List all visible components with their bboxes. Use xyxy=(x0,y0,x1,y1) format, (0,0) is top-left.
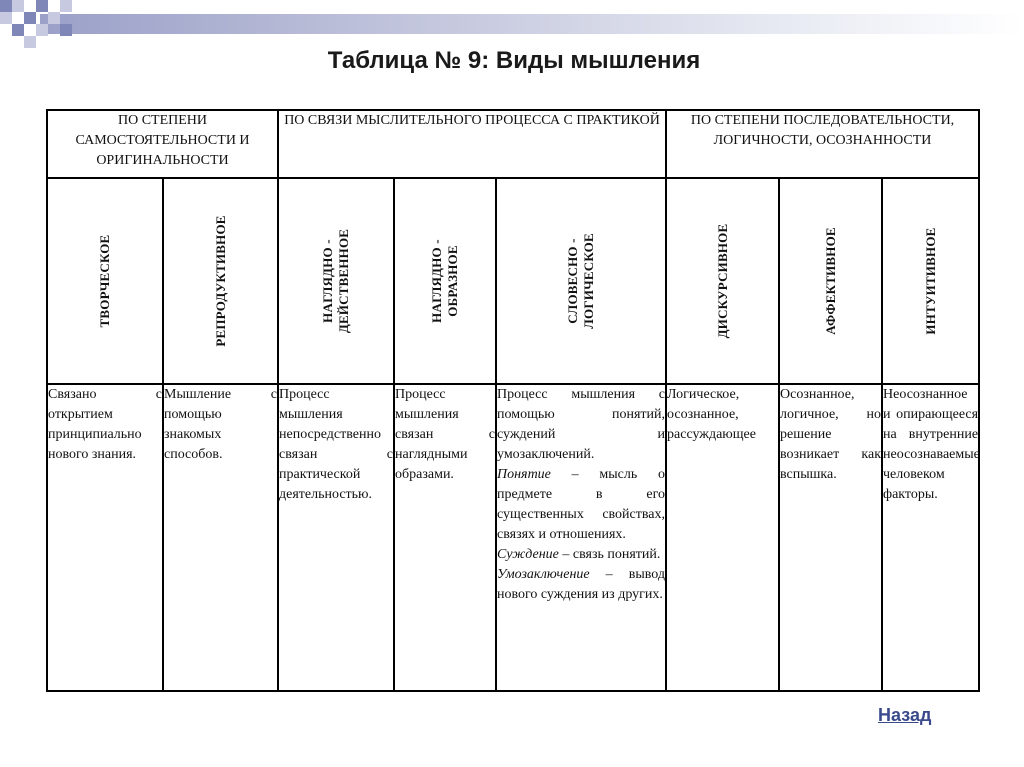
type-description: Осознанное, логичное, но решение возникает как вспышка. xyxy=(779,384,882,691)
group-header: ПО СВЯЗИ МЫСЛИТЕЛЬНОГО ПРОЦЕССА С ПРАКТИКОЙ xyxy=(278,110,666,178)
definition-text: – вывод нового суждения из других. xyxy=(497,567,666,602)
type-cell xyxy=(394,178,496,384)
type-cell xyxy=(496,178,666,384)
type-name: НАГЛЯДНО - ДЕЙСТВЕННОЕ xyxy=(320,228,351,334)
definition-term: Понятие xyxy=(497,467,551,482)
type-description: Процесс мышления связан с наглядными образами. xyxy=(394,384,496,691)
header-decoration xyxy=(0,0,1024,48)
type-name: НАГЛЯДНО - ОБРАЗНОЕ xyxy=(429,239,460,323)
definition-text: – связь понятий. xyxy=(558,547,661,562)
decor-square xyxy=(12,24,24,36)
decor-square xyxy=(60,0,72,12)
type-description: Мышление с помощью знакомых способов. xyxy=(163,384,278,691)
type-cell xyxy=(666,178,779,384)
type-cell xyxy=(779,178,882,384)
decor-square xyxy=(0,12,12,24)
type-description: Связано с открытием принципиально нового знания. xyxy=(47,384,163,691)
type-description: Логическое, осознанное, рассуждающее xyxy=(666,384,779,691)
type-cell xyxy=(278,178,394,384)
definition-term: Умозаключение xyxy=(497,567,590,582)
type-name: АФФЕКТИВНОЕ xyxy=(822,227,838,335)
decor-square xyxy=(0,0,12,12)
definition xyxy=(497,545,665,565)
type-description: Неосознанное и опирающееся на внутренние неосознаваемые человеком факторы. xyxy=(882,384,979,691)
type-name: ДИСКУРСИВНОЕ xyxy=(714,223,730,339)
header-gradient-bar xyxy=(40,14,1024,34)
type-name: СЛОВЕСНО - ЛОГИЧЕСКОЕ xyxy=(565,233,596,329)
type-name: ИНТУИТИВНОЕ xyxy=(922,227,938,335)
decor-square xyxy=(60,24,72,36)
group-header: ПО СТЕПЕНИ САМОСТОЯТЕЛЬНОСТИ И ОРИГИНАЛЬНОСТИ xyxy=(47,110,278,178)
type-description-cell xyxy=(496,384,666,691)
type-cell xyxy=(163,178,278,384)
type-name: РЕПРОДУКТИВНОЕ xyxy=(212,215,228,347)
type-description: Процесс мышления с помощью понятий, суждений и умозаключений. xyxy=(497,387,666,462)
decor-square xyxy=(36,0,48,12)
type-description: Процесс мышления непосредственно связан с практической деятельностью. xyxy=(278,384,394,691)
definition-term: Суждение xyxy=(497,547,559,562)
decor-square xyxy=(48,12,60,24)
thinking-types-table xyxy=(46,109,980,692)
type-name: ТВОРЧЕСКОЕ xyxy=(97,234,112,328)
decor-square xyxy=(12,0,24,12)
type-cell xyxy=(47,178,163,384)
page-title: Таблица № 9: Виды мышления xyxy=(327,47,701,74)
definition xyxy=(497,465,665,545)
decor-square xyxy=(36,24,48,36)
definition-text: – мысль о предмете в его существенных свойствах, связях и отношениях. xyxy=(497,467,666,542)
decor-square xyxy=(24,12,36,24)
back-link[interactable]: Назад xyxy=(878,705,932,725)
type-cell xyxy=(882,178,979,384)
definition xyxy=(497,565,665,605)
group-header: ПО СТЕПЕНИ ПОСЛЕДОВАТЕЛЬНОСТИ, ЛОГИЧНОСТИ, ОСОЗНАННОСТИ xyxy=(666,110,979,178)
